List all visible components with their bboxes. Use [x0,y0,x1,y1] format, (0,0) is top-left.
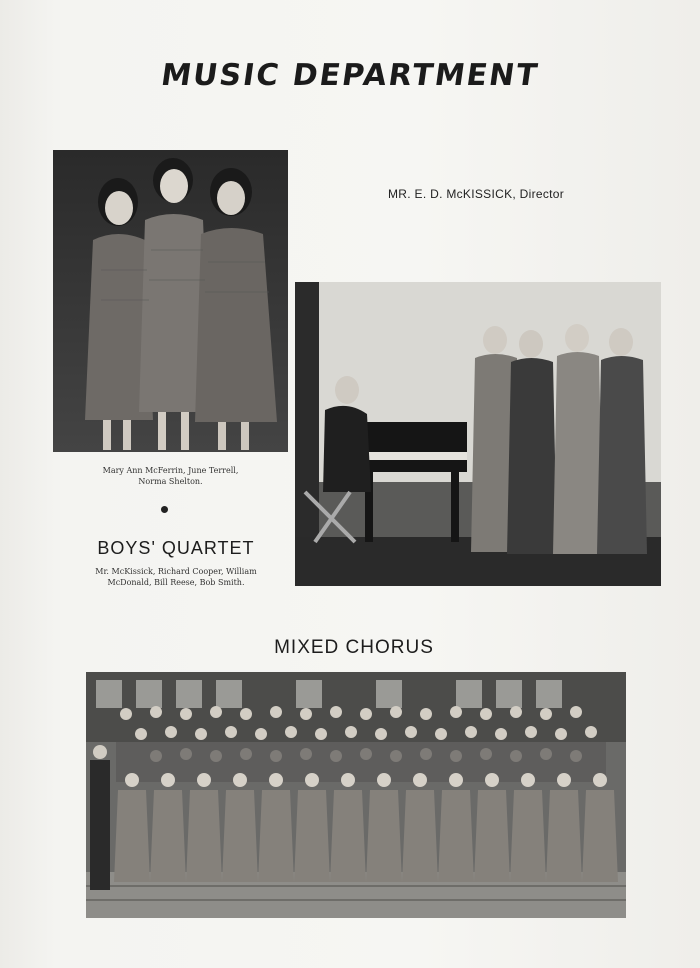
quartet-photo [295,282,661,586]
quartet-heading: BOYS' QUARTET [97,538,255,558]
trio-photo [53,150,288,452]
director-credit: MR. E. D. McKISSICK, Director [388,187,565,201]
chorus-photo [86,672,626,918]
quartet-caption-line1: Mr. McKissick, Richard Cooper, William [95,567,257,576]
trio-caption-line2: Norma Shelton. [138,477,203,486]
trio-caption-line1: Mary Ann McFerrin, June Terrell, [102,466,239,475]
quartet-caption [60,566,292,588]
trio-caption [53,465,288,487]
chorus-heading: MIXED CHORUS [274,637,434,658]
quartet-caption-line2: McDonald, Bill Reese, Bob Smith. [107,578,245,587]
page-title: MUSIC DEPARTMENT [158,58,542,93]
bullet-dot [161,506,168,513]
